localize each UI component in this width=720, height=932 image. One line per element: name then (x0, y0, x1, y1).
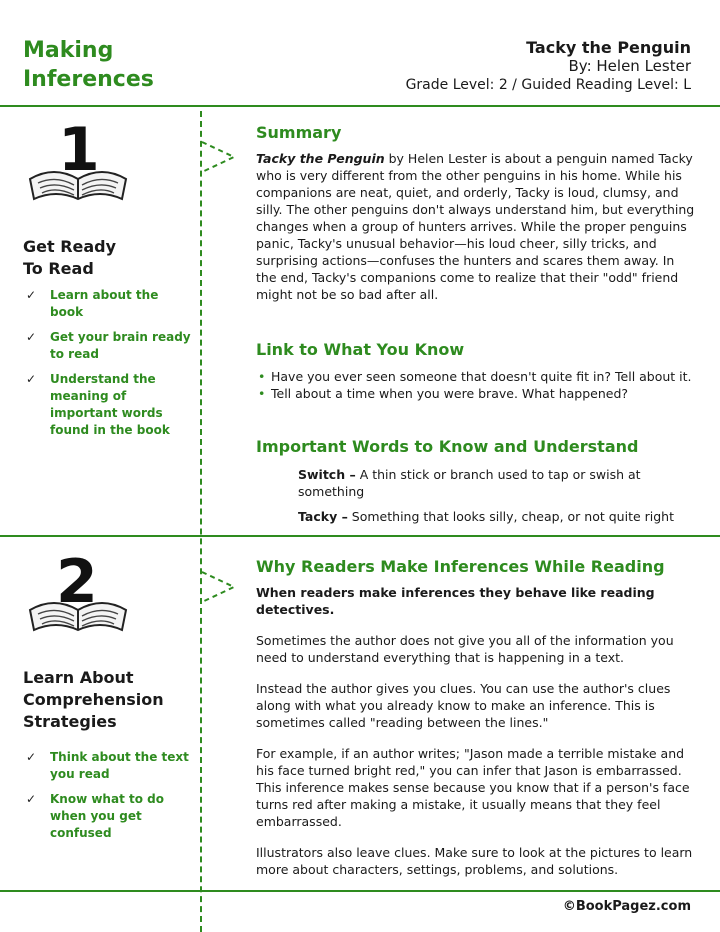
why-paragraph: Sometimes the author does not give you all of the information you need to understand everything that is happening in a text. (256, 633, 674, 665)
link-body (256, 368, 698, 402)
summary-body (256, 150, 698, 303)
step2-heading-line3: Strategies (23, 712, 117, 731)
bullet-icon: • (258, 386, 266, 401)
step2-checklist (23, 749, 193, 850)
arrow-right-icon (200, 568, 240, 608)
step1-heading (23, 236, 116, 280)
list-item-text: Have you ever seen someone that doesn't quite fit in? Tell about it. (271, 369, 692, 384)
book-title: Tacky the Penguin (526, 38, 691, 57)
why-heading: Why Readers Make Inferences While Reading (256, 557, 665, 576)
summary-heading: Summary (256, 123, 342, 142)
vocab-entry (298, 466, 698, 500)
copyright-footer: ©BookPagez.com (562, 899, 691, 914)
link-bullets (256, 368, 698, 402)
vocab-term: Tacky – (298, 509, 348, 524)
link-heading: Link to What You Know (256, 340, 465, 359)
checkmark-icon: ✓ (26, 792, 37, 806)
footer-divider (0, 890, 720, 892)
step2-heading-line2: Comprehension (23, 690, 164, 709)
summary-paragraph: by Helen Lester is about a penguin named Tacky who is very different from the other penguins in his home. While his companions are neat, quiet, and orderly, Tacky is loud, clumsy, and silly. The other penguins don't always understand him, but everything changes when a group of hunters arrives. While the proper penguins panic, Tacky's unusual behavior—his loud cheer, silly tricks, and surprising actions—confuses the hunters and scares them away. In the end, Tacky's companions come to realize that their "odd" friend might not be so bad after all. (256, 151, 695, 302)
vocab-entry (298, 508, 698, 525)
vocab-definition: A thin stick or branch used to tap or swish at something (298, 467, 641, 499)
why-paragraph: For example, if an author writes; "Jason made a terrible mistake and his face turned bright red," you can infer that Jason is embarrassed. This inference makes sense because you know that if a person's face turns red after making a mistake, it usually means that they feel embarrassed. (256, 746, 690, 829)
checklist-item (23, 791, 193, 842)
book-info (406, 38, 691, 95)
checkmark-icon: ✓ (26, 288, 37, 302)
words-heading: Important Words to Know and Understand (256, 437, 639, 456)
summary-text (256, 150, 698, 303)
vocab-definition: Something that looks silly, cheap, or not quite right (347, 509, 674, 524)
column-divider (200, 111, 202, 932)
words-body (298, 466, 698, 533)
checklist-item (23, 371, 193, 439)
checklist-item (23, 329, 193, 363)
section-divider (0, 535, 720, 537)
why-body (256, 584, 698, 878)
book-title-italic: Tacky the Penguin (256, 151, 385, 166)
bullet-icon: • (258, 369, 266, 384)
list-item (256, 368, 698, 385)
page-title-line2: Inferences (23, 67, 154, 92)
step2-heading (23, 667, 164, 733)
page-title (23, 36, 154, 94)
page-title-line1: Making (23, 38, 114, 63)
step2-heading-line1: Learn About (23, 668, 134, 687)
checklist-item (23, 287, 193, 321)
checkmark-icon: ✓ (26, 372, 37, 386)
checklist-item-label: Understand the meaning of important words found in the book (50, 372, 170, 437)
vocab-term: Switch – (298, 467, 356, 482)
reading-levels: Grade Level: 2 / Guided Reading Level: L (405, 77, 691, 93)
checklist-item-label: Get your brain ready to read (50, 330, 191, 361)
step-number: 2 (56, 547, 98, 617)
why-paragraph: Instead the author gives you clues. You can use the author's clues along with what you already know to make an inference. This is sometimes called "reading between the lines." (256, 681, 671, 730)
arrow-right-icon (200, 138, 240, 178)
checklist-item (23, 749, 193, 783)
list-item (256, 385, 698, 402)
checklist-item-label: Think about the text you read (50, 750, 189, 781)
header-divider (0, 105, 720, 107)
book-author: By: Helen Lester (568, 57, 691, 75)
checklist-item-label: Know what to do when you get confused (50, 792, 164, 840)
list-item-text: Tell about a time when you were brave. What happened? (271, 386, 629, 401)
checkmark-icon: ✓ (26, 330, 37, 344)
step1-heading-line1: Get Ready (23, 237, 117, 256)
checklist-item-label: Learn about the book (50, 288, 159, 319)
step-number: 1 (58, 115, 100, 185)
step1-checklist (23, 287, 193, 447)
why-paragraph: Illustrators also leave clues. Make sure to look at the pictures to learn more about characters, settings, problems, and solutions. (256, 845, 693, 877)
checkmark-icon: ✓ (26, 750, 37, 764)
why-lead: When readers make inferences they behave like reading detectives. (256, 585, 655, 617)
step1-heading-line2: To Read (23, 259, 94, 278)
